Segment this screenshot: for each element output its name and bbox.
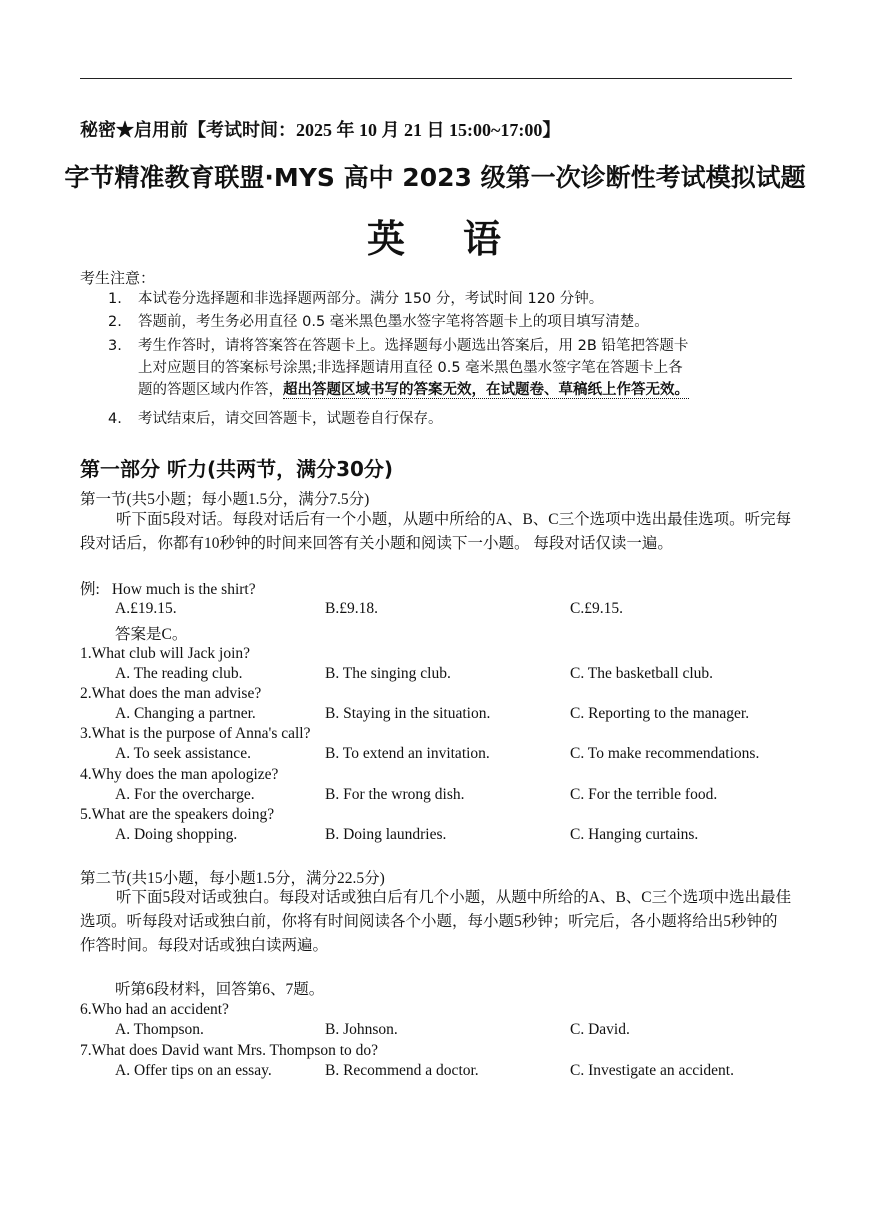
q7-option-b: B. Recommend a doctor. bbox=[325, 1062, 479, 1079]
warning-emphasis: 超出答题区域书写的答案无效，在试题卷、草稿纸上作答无效。 bbox=[283, 382, 689, 398]
example-option-b: B.£9.18. bbox=[325, 600, 378, 617]
q1-option-a: A. The reading club. bbox=[115, 665, 243, 682]
q4-option-b: B. For the wrong dish. bbox=[325, 786, 465, 803]
section2-heading: 第二节(共15小题，每小题1.5分，满分22.5分) bbox=[80, 870, 385, 887]
q4-option-c: C. For the terrible food. bbox=[570, 786, 718, 803]
example-option-a: A.£19.15. bbox=[115, 600, 177, 617]
example-option-c: C.£9.15. bbox=[570, 600, 623, 617]
subject-char-1: 英 bbox=[366, 217, 407, 261]
q5-option-b: B. Doing laundries. bbox=[325, 826, 447, 843]
question-2: 2.What does the man advise? bbox=[80, 685, 262, 702]
q6-option-a: A. Thompson. bbox=[115, 1021, 204, 1038]
section2-instructions: 听下面5段对话或独白。每段对话或独白后有几个小题，从题中所给的A、B、C三个选项中选出最佳选项。听每段对话或独白前，你将有时间阅读各个小题，每小题5秒钟；听完后，各小题将给出5秒钟的作答时间。每段对话或独白读两遍。 bbox=[80, 889, 792, 954]
notice-item-1: 1. 本试卷分选择题和非选择题两部分。满分 150 分，考试时间 120 分钟。 bbox=[108, 291, 604, 307]
q2-option-c: C. Reporting to the manager. bbox=[570, 705, 750, 722]
q7-option-a: A. Offer tips on an essay. bbox=[115, 1062, 272, 1079]
question-7: 7.What does David want Mrs. Thompson to do? bbox=[80, 1042, 379, 1059]
section1-instructions: 听下面5段对话。每段对话后有一个小题，从题中所给的A、B、C三个选项中选出最佳选项。听完每段对话后，你都有10秒钟的时间来回答有关小题和阅读下一小题。 每段对话仅读一遍。 bbox=[80, 511, 792, 552]
exam-title: 字节精准教育联盟·MYS 高中 2023 级第一次诊断性考试模拟试题 bbox=[64, 163, 806, 192]
notice-item-4: 4. 考试结束后，请交回答题卡，试题卷自行保存。 bbox=[108, 411, 443, 427]
question-5: 5.What are the speakers doing? bbox=[80, 806, 275, 823]
subject-char-2: 语 bbox=[463, 217, 504, 261]
subject-title bbox=[0, 208, 870, 263]
q4-option-a: A. For the overcharge. bbox=[115, 786, 255, 803]
question-6: 6.Who had an accident? bbox=[80, 1001, 229, 1018]
question-4: 4.Why does the man apologize? bbox=[80, 766, 279, 783]
top-rule bbox=[80, 78, 792, 79]
q5-option-a: A. Doing shopping. bbox=[115, 826, 238, 843]
q6-option-c: C. David. bbox=[570, 1021, 630, 1038]
q3-option-c: C. To make recommendations. bbox=[570, 745, 760, 762]
confidential-header: 秘密★启用前【考试时间：2025 年 10 月 21 日 15:00~17:00】 bbox=[80, 120, 561, 140]
question-3: 3.What is the purpose of Anna's call? bbox=[80, 725, 311, 742]
example-question: 例: How much is the shirt? bbox=[80, 581, 256, 598]
notice-item-2: 2. 答题前，考生务必用直径 0.5 毫米黑色墨水签字笔将答题卡上的项目填写清楚。 bbox=[108, 314, 649, 330]
q1-option-b: B. The singing club. bbox=[325, 665, 451, 682]
q2-option-b: B. Staying in the situation. bbox=[325, 705, 491, 722]
q3-option-a: A. To seek assistance. bbox=[115, 745, 251, 762]
part1-heading: 第一部分 听力(共两节，满分30分) bbox=[80, 457, 394, 481]
notice-heading: 考生注意： bbox=[80, 269, 156, 287]
material-note: 听第6段材料，回答第6、7题。 bbox=[115, 981, 325, 998]
q7-option-c: C. Investigate an accident. bbox=[570, 1062, 734, 1079]
q3-option-b: B. To extend an invitation. bbox=[325, 745, 490, 762]
question-1: 1.What club will Jack join? bbox=[80, 645, 251, 662]
example-answer: 答案是C。 bbox=[115, 626, 188, 643]
q2-option-a: A. Changing a partner. bbox=[115, 705, 256, 722]
q5-option-c: C. Hanging curtains. bbox=[570, 826, 699, 843]
section1-heading: 第一节(共5小题；每小题1.5分，满分7.5分) bbox=[80, 491, 370, 508]
notice-item-3: 3. 考生作答时，请将答案答在答题卡上。选择题每小题选出答案后，用 2B 铅笔把答题卡 上对应题目的答案标号涂黑;非选择题请用直径 0.5 毫米黑色墨水签字笔在答题卡上各 题的答题区域内作答，超出答题区域书写的答案无效，在试题卷、草稿纸上作答无效。 bbox=[108, 338, 689, 398]
q6-option-b: B. Johnson. bbox=[325, 1021, 398, 1038]
q1-option-c: C. The basketball club. bbox=[570, 665, 714, 682]
